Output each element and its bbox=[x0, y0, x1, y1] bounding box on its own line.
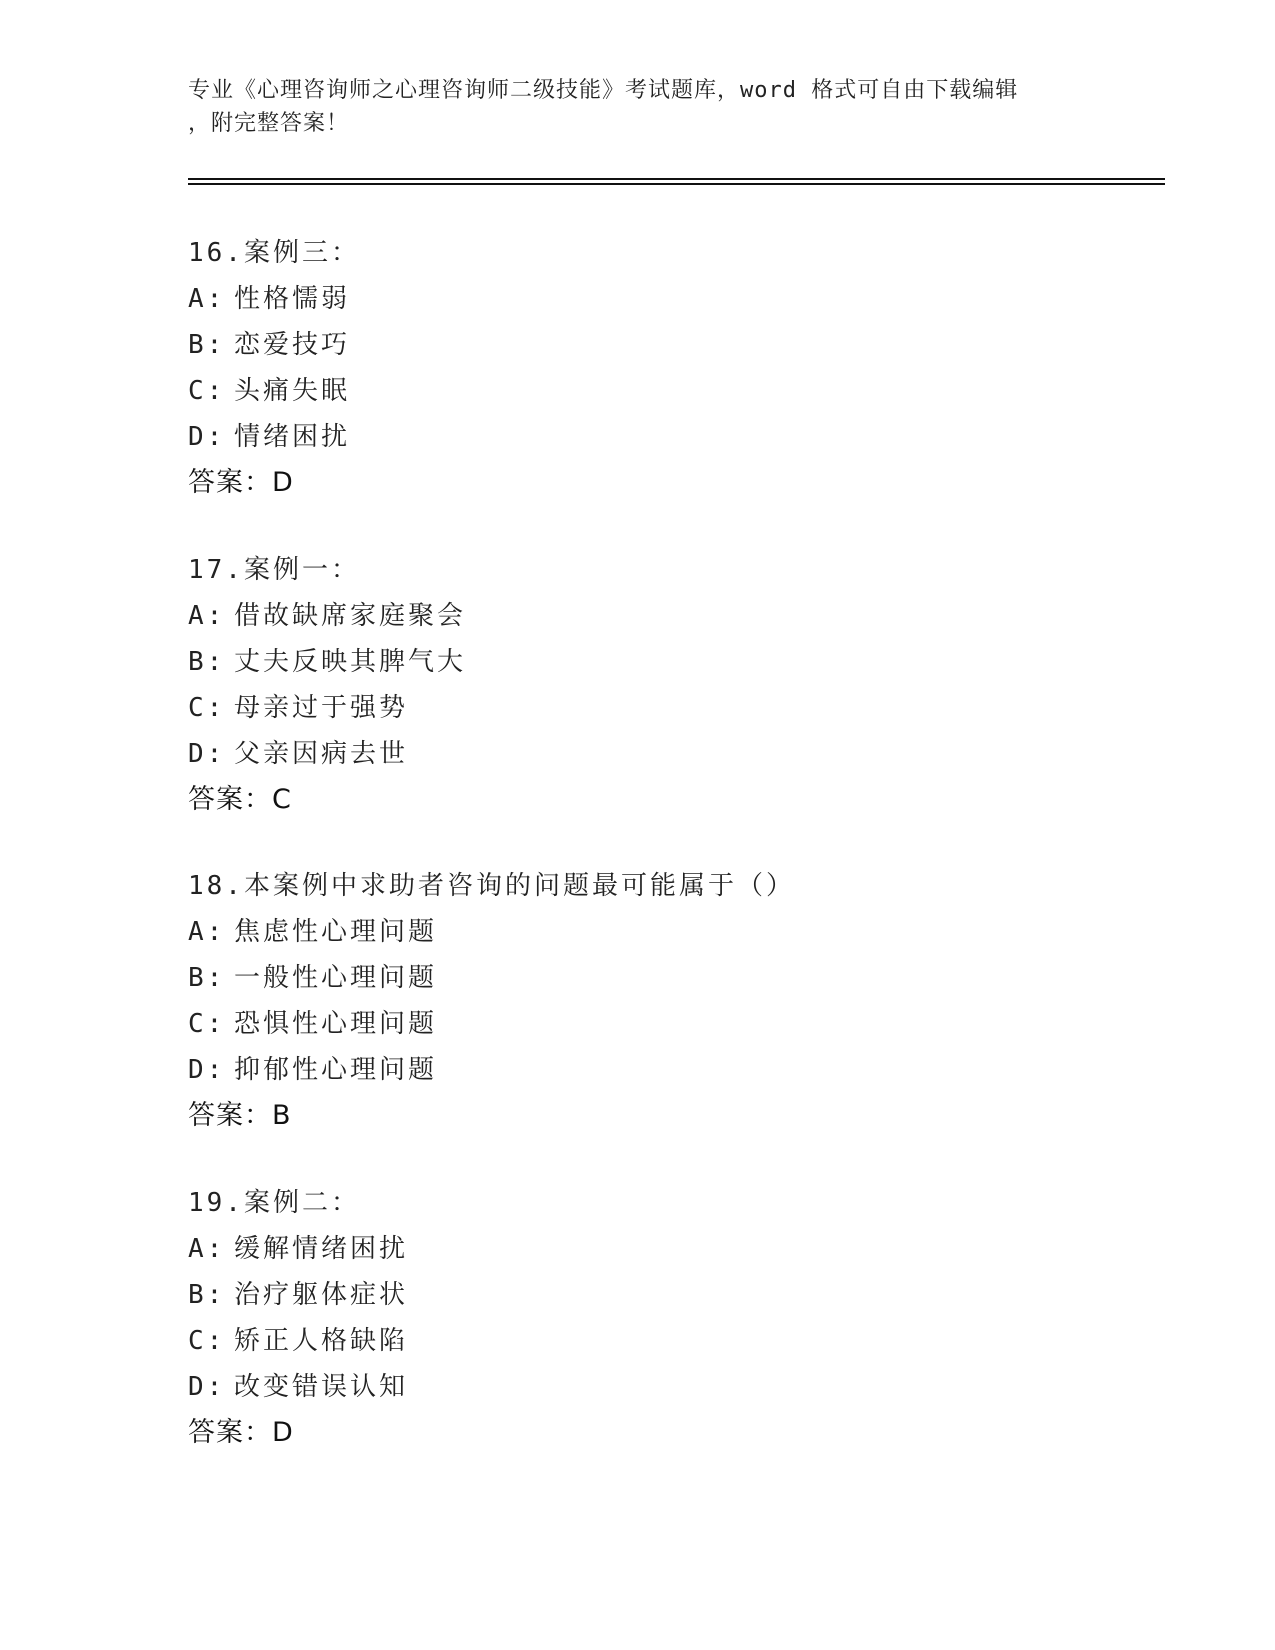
document-header bbox=[188, 74, 1088, 140]
option-text: 焦虑性心理问题 bbox=[234, 917, 438, 947]
option-c bbox=[188, 685, 1148, 731]
header-divider-top bbox=[188, 178, 1165, 180]
option-d bbox=[188, 414, 1148, 460]
option-c bbox=[188, 1001, 1148, 1047]
option-text: 性格懦弱 bbox=[234, 284, 351, 314]
option-text: 改变错误认知 bbox=[234, 1372, 409, 1402]
option-d bbox=[188, 731, 1148, 777]
option-a bbox=[188, 276, 1148, 322]
option-b bbox=[188, 639, 1148, 685]
option-key: C: bbox=[188, 376, 226, 406]
option-text: 情绪困扰 bbox=[234, 422, 351, 452]
answer-line: 答案：C bbox=[188, 784, 292, 815]
header-divider-bottom bbox=[188, 183, 1165, 185]
option-b bbox=[188, 955, 1148, 1001]
option-text: 一般性心理问题 bbox=[234, 963, 438, 993]
answer-line: 答案：B bbox=[188, 1100, 292, 1131]
option-text: 恋爱技巧 bbox=[234, 330, 351, 360]
option-text: 矫正人格缺陷 bbox=[234, 1326, 409, 1356]
option-key: D: bbox=[188, 739, 226, 769]
question-stem: 19.案例二： bbox=[188, 1188, 360, 1218]
option-key: A: bbox=[188, 1234, 226, 1264]
option-text: 父亲因病去世 bbox=[234, 739, 409, 769]
option-key: A: bbox=[188, 284, 226, 314]
option-a bbox=[188, 593, 1148, 639]
option-key: D: bbox=[188, 1372, 226, 1402]
option-text: 治疗躯体症状 bbox=[234, 1280, 409, 1310]
option-b bbox=[188, 1272, 1148, 1318]
option-key: B: bbox=[188, 330, 226, 360]
option-a bbox=[188, 909, 1148, 955]
option-key: D: bbox=[188, 1055, 226, 1085]
option-b bbox=[188, 322, 1148, 368]
header-line-1: 专业《心理咨询师之心理咨询师二级技能》考试题库，word 格式可自由下载编辑 bbox=[188, 78, 1019, 103]
question-stem: 18.本案例中求助者咨询的问题最可能属于（） bbox=[188, 871, 795, 901]
option-key: B: bbox=[188, 647, 226, 677]
option-text: 缓解情绪困扰 bbox=[234, 1234, 409, 1264]
option-key: C: bbox=[188, 1009, 226, 1039]
option-key: B: bbox=[188, 1280, 226, 1310]
option-c bbox=[188, 1318, 1148, 1364]
option-d bbox=[188, 1364, 1148, 1410]
question-stem: 16.案例三： bbox=[188, 238, 360, 268]
answer-line: 答案：D bbox=[188, 1417, 294, 1448]
header-line-2: ，附完整答案！ bbox=[188, 111, 350, 136]
option-text: 恐惧性心理问题 bbox=[234, 1009, 438, 1039]
option-key: C: bbox=[188, 693, 226, 723]
option-a bbox=[188, 1226, 1148, 1272]
question-16 bbox=[188, 230, 1148, 506]
option-c bbox=[188, 368, 1148, 414]
option-key: A: bbox=[188, 601, 226, 631]
option-key: A: bbox=[188, 917, 226, 947]
option-text: 丈夫反映其脾气大 bbox=[234, 647, 467, 677]
question-17 bbox=[188, 547, 1148, 823]
option-key: B: bbox=[188, 963, 226, 993]
option-key: D: bbox=[188, 422, 226, 452]
answer-line: 答案：D bbox=[188, 467, 294, 498]
option-d bbox=[188, 1047, 1148, 1093]
question-18 bbox=[188, 863, 1148, 1139]
option-text: 母亲过于强势 bbox=[234, 693, 409, 723]
option-key: C: bbox=[188, 1326, 226, 1356]
option-text: 借故缺席家庭聚会 bbox=[234, 601, 467, 631]
option-text: 抑郁性心理问题 bbox=[234, 1055, 438, 1085]
option-text: 头痛失眠 bbox=[234, 376, 351, 406]
question-stem: 17.案例一： bbox=[188, 555, 360, 585]
question-19 bbox=[188, 1180, 1148, 1456]
